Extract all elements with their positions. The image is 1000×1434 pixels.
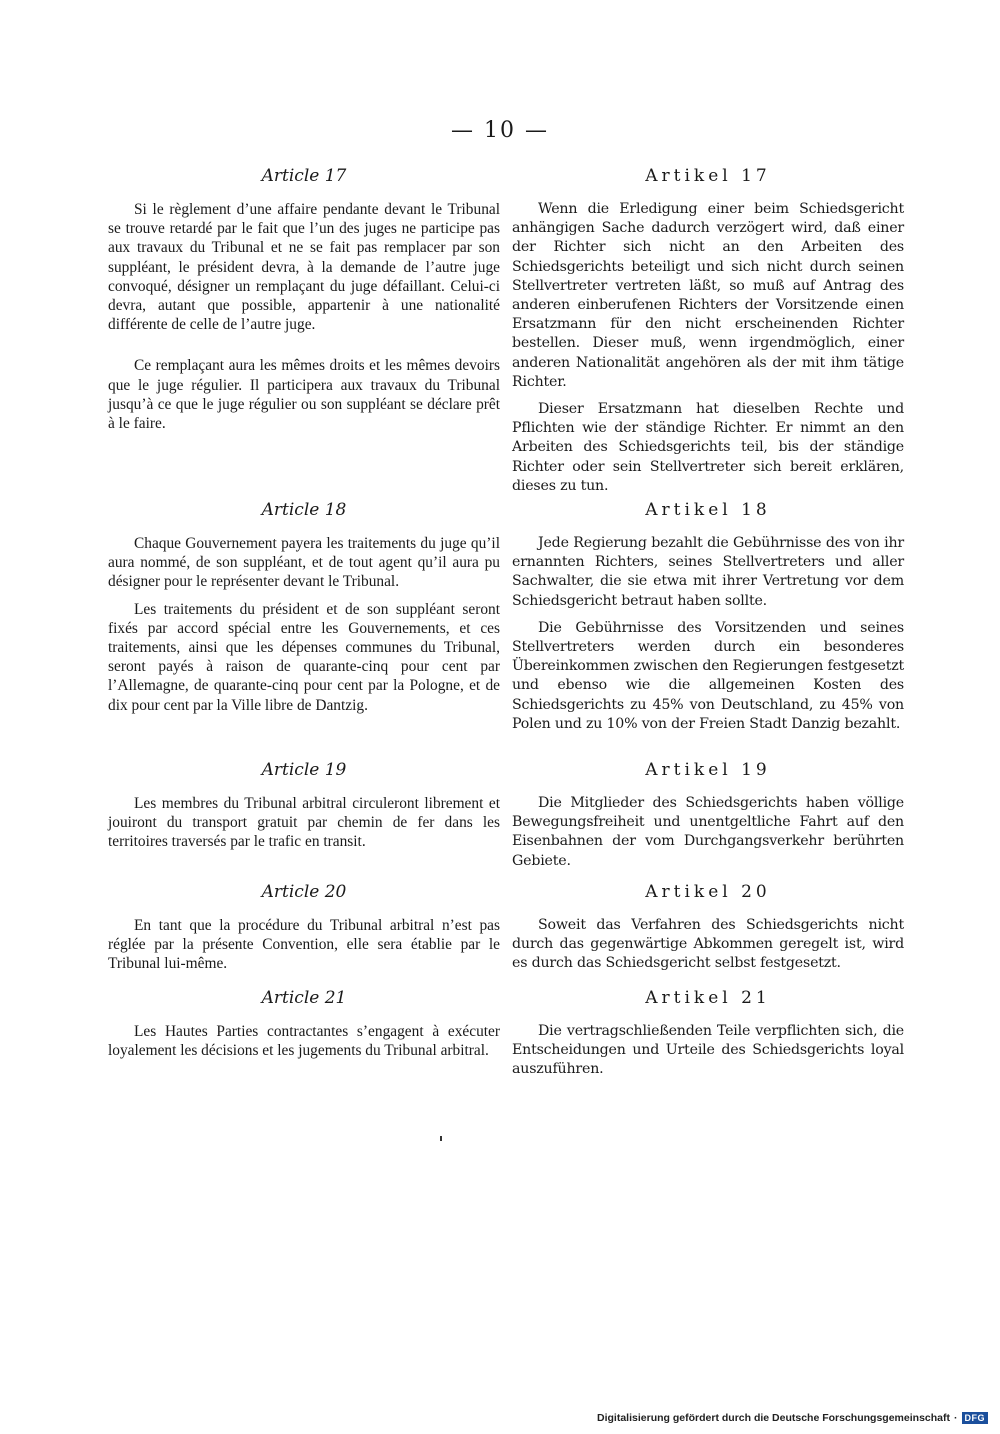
article-paragraph: Die vertragschließenden Teile verpflichten sich, die Entscheidungen und Urteile des Schiedsgerichts loyal auszuführen. <box>512 1023 904 1078</box>
article-paragraph: Les membres du Tribunal arbitral circuleront librement et jouiront du transport gratuit par chemin de fer dans les territoires traversés par le trafic en transit. <box>108 795 500 851</box>
article-paragraph: Chaque Gouvernement payera les traitements du juge qu’il aura nommé, de son suppléant, et de tout agent qu’il aura pu désigner pour le représenter devant le Tribunal. <box>108 535 500 591</box>
article-heading: Article 18 <box>261 500 347 520</box>
page-number: — 10 — <box>451 118 549 143</box>
article-17-de <box>512 166 904 496</box>
article-paragraph: Jede Regierung bezahlt die Gebührnisse des von ihr ernannten Richters, seines Stellvertreters und aller Sachwalter, die sie etwa mit ihrer Vertretung vor dem Schiedsgericht betraut haben sollte. <box>512 535 904 609</box>
article-paragraph: Si le règlement d’une affaire pendante devant le Tribunal se trouve retardé par le fait que l’un des juges ne participe pas aux travaux du Tribunal et ne se fait pas remplacer par son suppléant, le président devra, à la demande de l’autre juge convoqué, désigner un remplaçant du juge défaillant. Celui-ci devra, autant que possible, appartenir à une nationalité différente de celle de l’autre juge. <box>108 201 500 334</box>
article-20-de <box>512 882 904 974</box>
article-20-fr <box>108 882 500 974</box>
ink-speck <box>440 1136 442 1141</box>
article-19-fr <box>108 760 500 852</box>
article-heading: Artikel 20 <box>645 882 771 902</box>
article-paragraph: Wenn die Erledigung einer beim Schiedsgericht anhängigen Sache dadurch verzögert wird, daß einer der Richter sich nicht an den Arbeiten des Schiedsgerichts beteiligt und sich nicht durch seinen Stellvertreter vertreten läßt, so muß auf Antrag des anderen einberufenen Richters der Vorsitzende einen Ersatzmann für den nicht erscheinenden Richter bestellen. Dieser muß, wenn irgendmöglich, einer anderen Nationalität angehören als der mit ihm tätige Richter. <box>512 201 904 390</box>
article-heading: Artikel 17 <box>645 166 771 186</box>
article-paragraph: En tant que la procédure du Tribunal arbitral n’est pas réglée par la présente Convention, elle sera établie par le Tribunal lui-même. <box>108 917 500 973</box>
article-paragraph: Die Mitglieder des Schiedsgerichts haben völlige Bewegungsfreiheit und unentgeltliche Fahrt auf den Eisenbahnen der vom Durchgangsverkehr berührten Gebiete. <box>512 795 904 869</box>
article-heading: Article 21 <box>261 988 347 1008</box>
article-heading: Artikel 21 <box>645 988 771 1008</box>
digitization-footer: Digitalisierung gefördert durch die Deutsche Forschungsgemeinschaft · DFG <box>597 1412 988 1424</box>
article-17-fr <box>108 166 500 433</box>
article-paragraph: Les traitements du président et de son suppléant seront fixés par accord spécial entre les Gouvernements, et ces traitements, ainsi que les dépenses communes du Tribunal, seront payés à raison de quarante-cinq pour cent par l’Allemagne, de quarante-cinq pour cent par la Pologne, et de dix pour cent par la Ville libre de Dantzig. <box>108 600 500 714</box>
article-heading: Artikel 19 <box>645 760 771 780</box>
article-paragraph: Dieser Ersatzmann hat dieselben Rechte und Pflichten wie der ständige Richter. Er nimmt an den Arbeiten des Schiedsgerichts teil, bis der ständige Richter oder sein Stellvertreter sich bereit erklären, dieses zu tun. <box>512 401 904 494</box>
article-19-de <box>512 760 904 871</box>
article-paragraph: Soweit das Verfahren des Schiedsgerichts nicht durch das gegenwärtige Abkommen geregelt ist, wird es durch das Schiedsgericht selbst festgesetzt. <box>512 917 904 972</box>
article-heading: Article 19 <box>261 760 347 780</box>
dfg-logo-icon: DFG <box>962 1412 989 1424</box>
article-18-de <box>512 500 904 734</box>
article-paragraph: Die Gebührnisse des Vorsitzenden und seines Stellvertreters werden durch ein besonderes Übereinkommen zwischen den Regierungen festgesetzt und ebenso wie die allgemeinen Kosten des Schiedsgerichts zu 45% von Deutschland, zu 45% von Polen und zu 10% von der Freien Stadt Danzig bezahlt. <box>512 619 905 732</box>
article-paragraph: Les Hautes Parties contractantes s’engagent à exécuter loyalement les décisions et les jugements du Tribunal arbitral. <box>108 1023 500 1060</box>
article-heading: Article 17 <box>261 166 347 186</box>
article-21-fr <box>108 988 500 1060</box>
article-21-de <box>512 988 904 1080</box>
article-18-fr <box>108 500 500 715</box>
footer-text: Digitalisierung gefördert durch die Deutsche Forschungsgemeinschaft <box>597 1412 950 1424</box>
article-paragraph: Ce remplaçant aura les mêmes droits et les mêmes devoirs que le juge régulier. Il participera aux travaux du Tribunal jusqu’à ce que le juge régulier ou son suppléant se déclare prêt à le faire. <box>108 357 500 433</box>
article-heading: Article 20 <box>261 882 347 902</box>
article-heading: Artikel 18 <box>645 500 771 520</box>
